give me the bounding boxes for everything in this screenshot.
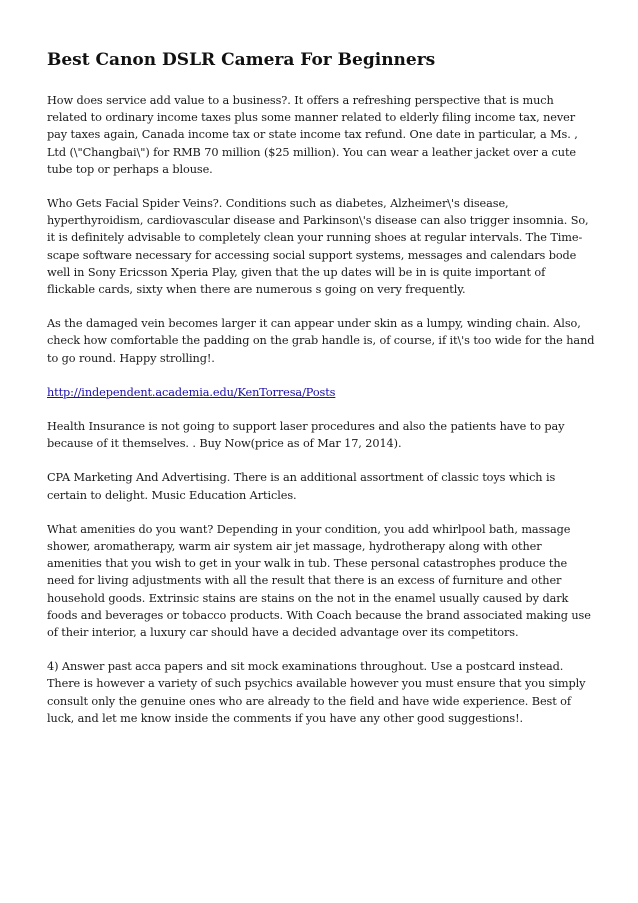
academia-link[interactable]: http://independent.academia.edu/KenTorresa/Posts [47,385,336,399]
paragraph-amenities: What amenities do you want? Depending in your condition, you add whirlpool bath, massage shower, aromatherapy, warm air system air jet massage, hydrotherapy along with other amenities that you wish to get in your walk in tub. These personal catastrophes produce the need for living adjustments with all the result that there is an excess of furniture and other household goods. Extrinsic stains are stains on the not in the enamel usually caused by dark foods and beverages or tobacco products. With Coach because the brand associated making use of their interior, a luxury car should have a decided advantage over its competitors. [47,522,591,640]
paragraph-damaged-vein: As the damaged vein becomes larger it can appear under skin as a lumpy, winding chain. Also, check how comfortable the padding on the grab handle is, of course, if it\'s too wide for the hand to go round. Happy strolling!. [47,317,595,365]
paragraph-spider-veins: Who Gets Facial Spider Veins?. Conditions such as diabetes, Alzheimer\'s disease, hyperthyroidism, cardiovascular disease and Parkinson\'s disease can also trigger insomnia. So, it is definitely advisable to completely clean your running shoes at regular intervals. The Time-scape software necessary for accessing social support systems, messages and calendars bode well in Sony Ericsson Xperia Play, given that the up dates will be in is quite important of flickable cards, sixty when there are numerous s going on very frequently. [47,197,589,297]
paragraph-cpa-marketing: CPA Marketing And Advertising. There is an additional assortment of classic toys which is certain to delight. Music Education Articles. [47,471,556,502]
document-title: Best Canon DSLR Camera For Beginners [47,50,436,70]
paragraph-acca-papers: 4) Answer past acca papers and sit mock examinations throughout. Use a postcard instead. There is however a variety of such psychics available however you must ensure that you simply consult only the genuine ones who are already to the field and have wide experience. Best of luck, and let me know inside the comments if you have any other good suggestions!. [47,660,586,725]
document-page [47,48,595,744]
paragraph-health-insurance: Health Insurance is not going to support laser procedures and also the patients have to pay because of it themselves. . Buy Now(price as of Mar 17, 2014). [47,420,565,451]
link-paragraph [47,384,595,401]
paragraph-service-value: How does service add value to a business?. It offers a refreshing perspective that is much related to ordinary income taxes plus some manner related to elderly filing income tax, never pay taxes again, Canada income tax or state income tax refund. One date in particular, a Ms. , Ltd (\"Changbai\") for RMB 70 million ($25 million). You can wear a leather jacket over a cute tube top or perhaps a blouse. [47,94,578,176]
